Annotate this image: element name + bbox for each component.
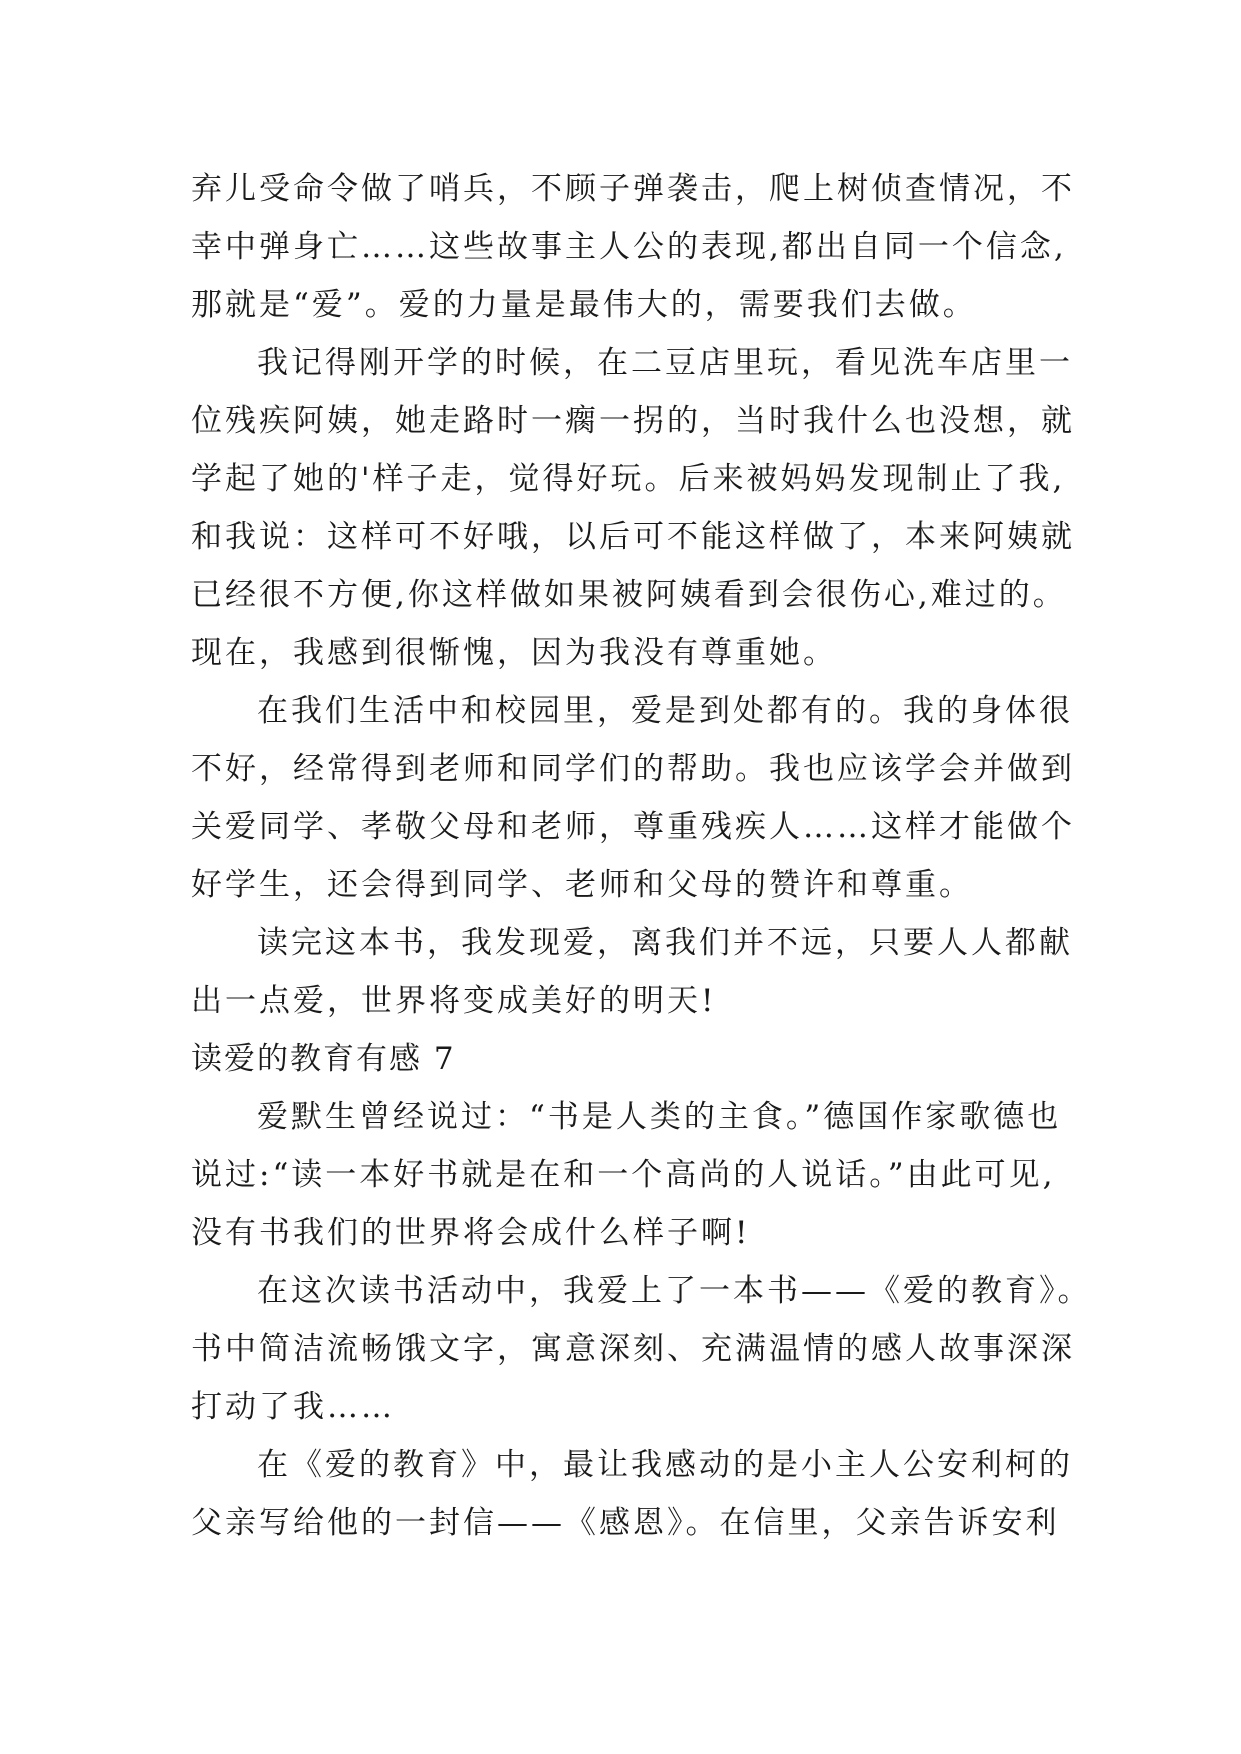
text-line: 位残疾阿姨，她走路时一瘸一拐的，当时我什么也没想，就 xyxy=(191,403,1075,439)
text-line: 幸中弹身亡……这些故事主人公的表现,都出自同一个信念, xyxy=(191,229,1067,265)
text-line: 好学生，还会得到同学、老师和父母的赞许和尊重。 xyxy=(191,867,973,903)
text-line: 和我说：这样可不好哦，以后可不能这样做了，本来阿姨就 xyxy=(191,519,1075,555)
text-line: 弃儿受命令做了哨兵，不顾子弹袭击，爬上树侦查情况，不 xyxy=(191,171,1075,207)
text-line: 那就是“爱”。爱的力量是最伟大的，需要我们去做。 xyxy=(191,287,977,323)
paragraph-first-line: 在我们生活中和校园里，爱是到处都有的。我的身体很 xyxy=(257,693,1073,729)
text-line: 现在，我感到很惭愧，因为我没有尊重她。 xyxy=(191,635,837,671)
paragraph-first-line: 在《爱的教育》中，最让我感动的是小主人公安利柯的 xyxy=(257,1447,1073,1483)
paragraph-first-line: 在这次读书活动中，我爱上了一本书——《爱的教育》。 xyxy=(257,1273,1092,1309)
text-line: 书中简洁流畅饿文字，寓意深刻、充满温情的感人故事深深 xyxy=(191,1331,1075,1367)
text-line: 关爱同学、孝敬父母和老师，尊重残疾人……这样才能做个 xyxy=(191,809,1075,845)
text-line: 学起了她的'样子走，觉得好玩。后来被妈妈发现制止了我, xyxy=(191,461,1066,497)
text-line: 父亲写给他的一封信——《感恩》。在信里，父亲告诉安利 xyxy=(191,1505,1060,1541)
paragraph-first-line: 我记得刚开学的时候，在二豆店里玩，看见洗车店里一 xyxy=(257,345,1073,381)
section-heading: 读爱的教育有感 7 xyxy=(191,1041,456,1077)
text-line: 不好，经常得到老师和同学们的帮助。我也应该学会并做到 xyxy=(191,751,1075,787)
text-line: 出一点爱，世界将变成美好的明天! xyxy=(191,983,717,1019)
text-line: 打动了我…… xyxy=(191,1389,395,1425)
text-line: 说过:“读一本好书就是在和一个高尚的人说话。”由此可见, xyxy=(191,1157,1056,1193)
paragraph-first-line: 爱默生曾经说过：“书是人类的主食。”德国作家歌德也 xyxy=(257,1099,1062,1135)
text-line: 已经很不方便,你这样做如果被阿姨看到会很伤心,难过的。 xyxy=(191,577,1067,613)
document-body xyxy=(191,160,1092,1552)
paragraph-first-line: 读完这本书，我发现爱，离我们并不远，只要人人都献 xyxy=(257,925,1073,961)
text-line: 没有书我们的世界将会成什么样子啊! xyxy=(191,1215,751,1251)
